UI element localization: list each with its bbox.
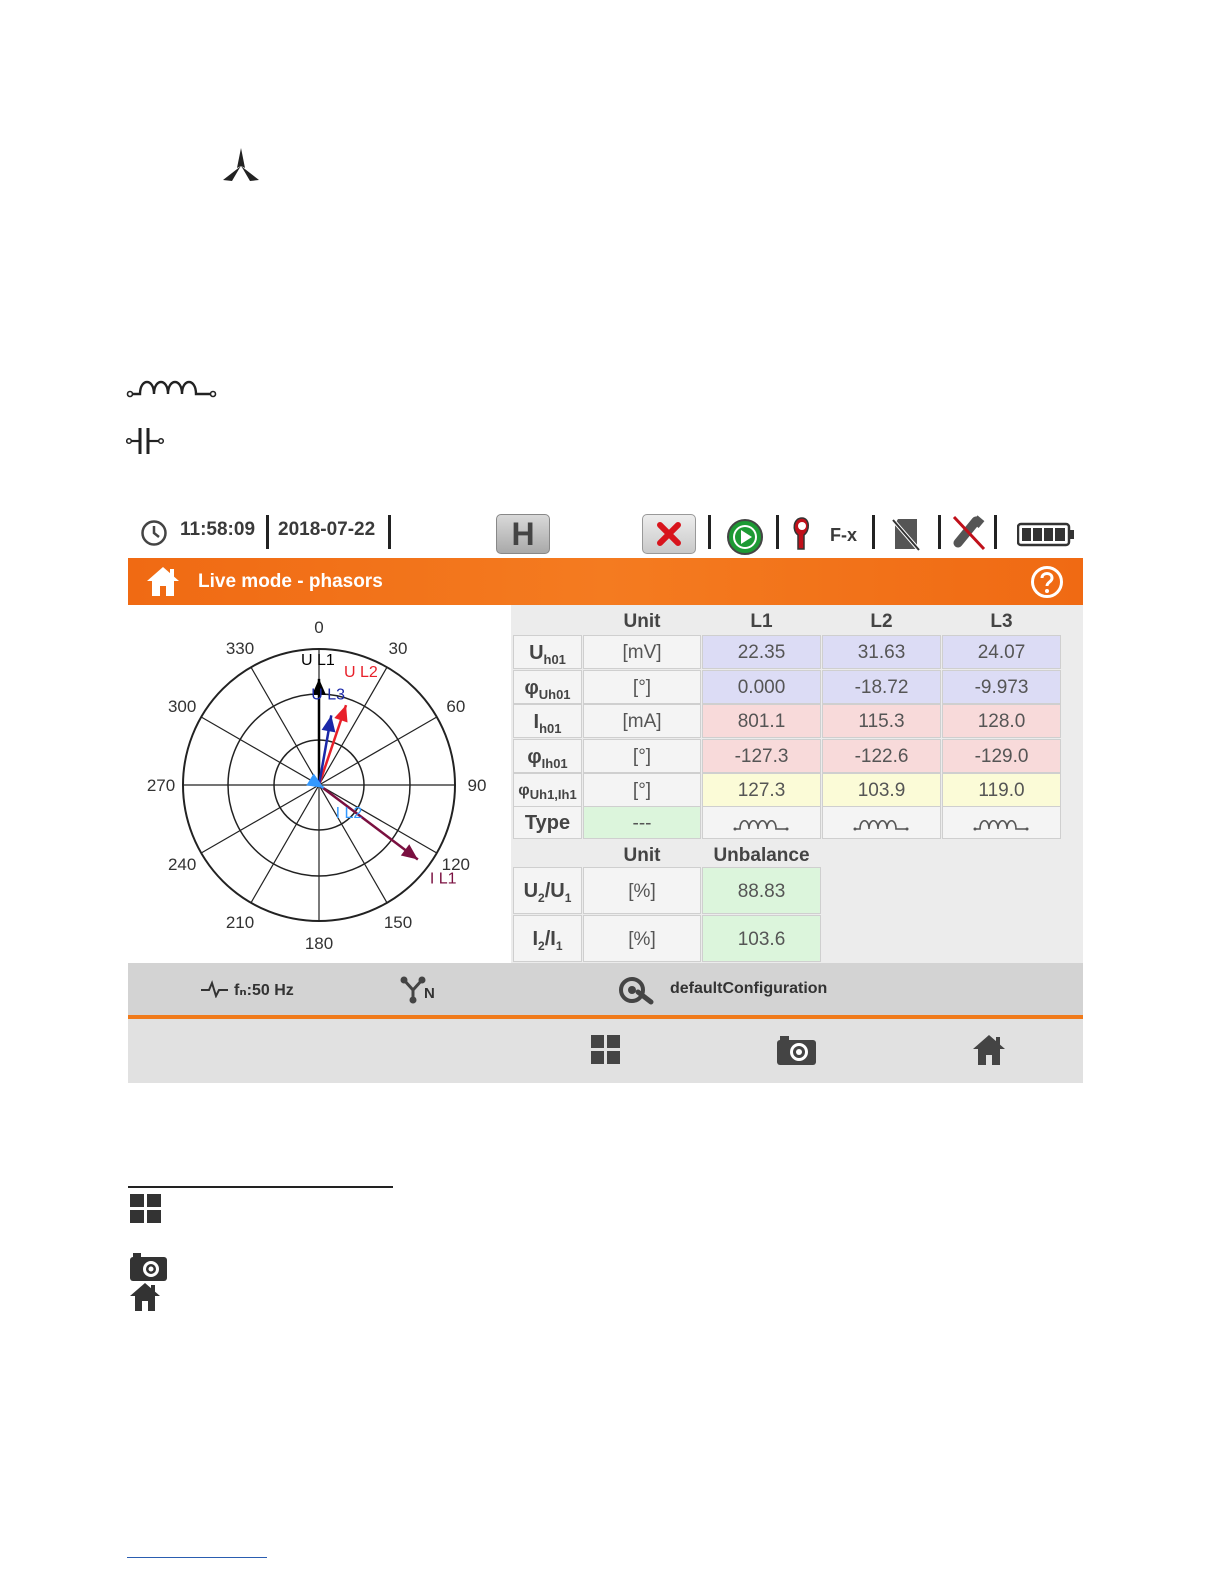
capacitive-load-icon bbox=[126, 424, 168, 458]
value-cell: 801.1 bbox=[702, 704, 821, 738]
type-l3 bbox=[942, 806, 1061, 839]
phasor-label: U L2 bbox=[344, 664, 378, 682]
three-phase-star-icon bbox=[220, 146, 262, 184]
angle-label: 90 bbox=[467, 776, 487, 795]
value-cell: 31.63 bbox=[822, 635, 941, 669]
value-cell: 128.0 bbox=[942, 704, 1061, 738]
phasor-il1 bbox=[319, 785, 418, 859]
separator bbox=[994, 515, 997, 549]
separator bbox=[266, 515, 269, 549]
section-rule bbox=[128, 1186, 393, 1188]
value-cell: 24.07 bbox=[942, 635, 1061, 669]
row-label: $\varphi_{Uh1,Ih1}$ bbox=[513, 773, 582, 807]
usb-icon bbox=[952, 515, 986, 551]
unbalance-header-value: Unbalance bbox=[713, 845, 810, 866]
angle-label: 300 bbox=[167, 697, 197, 716]
phasor-label: U L1 bbox=[301, 651, 335, 669]
value-cell: 0.000 bbox=[702, 670, 821, 704]
title-bar bbox=[128, 558, 1083, 605]
type-l2 bbox=[822, 806, 941, 839]
value-cell: -122.6 bbox=[822, 739, 941, 773]
page-title: Live mode - phasors bbox=[198, 571, 383, 592]
camera-icon[interactable] bbox=[776, 1034, 818, 1066]
header-unit: Unit bbox=[623, 611, 661, 632]
bottom-nav bbox=[128, 1019, 1083, 1083]
phasor-vectors bbox=[301, 652, 457, 888]
grid-view-icon[interactable] bbox=[590, 1034, 622, 1066]
angle-label: 120 bbox=[441, 855, 471, 874]
value-cell: 115.3 bbox=[822, 704, 941, 738]
unbalance-value: 88.83 bbox=[702, 867, 821, 914]
neutral-label: N bbox=[424, 985, 435, 1002]
close-icon bbox=[643, 515, 695, 553]
phasor-plot bbox=[128, 605, 511, 963]
value-cell: -127.3 bbox=[702, 739, 821, 773]
clamp-type: F-x bbox=[830, 525, 857, 545]
camera-icon bbox=[129, 1252, 169, 1282]
angle-label: 60 bbox=[446, 697, 466, 716]
angle-label: 30 bbox=[388, 639, 408, 659]
info-bar bbox=[128, 963, 1083, 1015]
row-label: $I_{h01}$ bbox=[513, 704, 582, 738]
inductive-type-icon bbox=[972, 814, 1032, 834]
configuration-name: defaultConfiguration bbox=[670, 980, 828, 997]
angle-label: 330 bbox=[225, 639, 255, 659]
row-label: $U_{h01}$ bbox=[513, 635, 582, 669]
unbalance-unit: [%] bbox=[583, 867, 701, 914]
inductive-type-icon bbox=[732, 814, 792, 834]
separator bbox=[388, 515, 391, 549]
value-cell: -129.0 bbox=[942, 739, 1061, 773]
row-label-u2-u1: $U_2/U_1$ bbox=[513, 867, 582, 914]
configuration-icon[interactable] bbox=[618, 975, 654, 1005]
value-cell: -9.973 bbox=[942, 670, 1061, 704]
frequency-label: fₙ:50 Hz bbox=[234, 982, 294, 999]
stop-button[interactable] bbox=[642, 514, 696, 554]
phasor-diagram bbox=[128, 605, 511, 963]
separator bbox=[938, 515, 941, 549]
recording-play-icon[interactable] bbox=[726, 518, 764, 556]
value-cell: 22.35 bbox=[702, 635, 821, 669]
battery-icon bbox=[1017, 522, 1075, 548]
inductive-load-icon bbox=[126, 374, 218, 400]
footer-link-underline bbox=[127, 1557, 267, 1558]
unbalance-header-unit: Unit bbox=[623, 845, 661, 866]
header-l3: L3 bbox=[990, 611, 1013, 632]
unbalance-unit: [%] bbox=[583, 915, 701, 962]
phasor-label: I L2 bbox=[335, 804, 363, 822]
home-icon[interactable] bbox=[972, 1033, 1006, 1067]
type-l1 bbox=[702, 806, 821, 839]
current-clamp-icon bbox=[790, 515, 814, 553]
phasor-arrowhead bbox=[334, 705, 347, 722]
phasor-label: I L1 bbox=[429, 870, 457, 888]
value-cell: 103.9 bbox=[822, 773, 941, 807]
angle-label: 210 bbox=[225, 912, 255, 932]
separator bbox=[708, 515, 711, 549]
header-l2: L2 bbox=[870, 611, 893, 632]
angle-label: 150 bbox=[383, 912, 413, 932]
inductive-type-icon bbox=[852, 814, 912, 834]
clock-icon bbox=[140, 519, 168, 547]
value-cell: 119.0 bbox=[942, 773, 1061, 807]
device-screen bbox=[128, 505, 1083, 1083]
angle-label: 270 bbox=[146, 776, 176, 795]
unit-cell: [°] bbox=[583, 739, 701, 773]
angle-label: 180 bbox=[304, 934, 334, 953]
sd-card-icon bbox=[892, 517, 920, 551]
separator bbox=[872, 515, 875, 549]
type-unit: --- bbox=[583, 806, 701, 839]
waveform-icon bbox=[200, 980, 230, 998]
row-label: $\varphi_{Ih01}$ bbox=[513, 739, 582, 773]
angle-label: 240 bbox=[167, 855, 197, 874]
row-label: $\varphi_{Uh01}$ bbox=[513, 670, 582, 704]
separator bbox=[776, 515, 779, 549]
unbalance-value: 103.6 bbox=[702, 915, 821, 962]
unit-cell: [°] bbox=[583, 670, 701, 704]
unit-cell: [mA] bbox=[583, 704, 701, 738]
phasor-label: U L3 bbox=[311, 686, 346, 704]
status-bar bbox=[128, 505, 1083, 558]
value-cell: -18.72 bbox=[822, 670, 941, 704]
row-label-type: Type bbox=[513, 806, 582, 839]
hold-button[interactable]: H bbox=[496, 514, 550, 554]
help-icon[interactable] bbox=[1030, 565, 1064, 599]
unit-cell: [mV] bbox=[583, 635, 701, 669]
measurement-table bbox=[511, 605, 1083, 963]
value-cell: 127.3 bbox=[702, 773, 821, 807]
status-date: 2018-07-22 bbox=[278, 519, 376, 540]
angle-label: 0 bbox=[314, 618, 324, 637]
home-icon bbox=[129, 1282, 161, 1312]
header-l1: L1 bbox=[750, 611, 773, 632]
row-label-i2-i1: $I_2/I_1$ bbox=[513, 915, 582, 962]
status-time: 11:58:09 bbox=[180, 519, 256, 540]
phasor-arrowhead bbox=[322, 715, 336, 732]
grid-icon bbox=[130, 1194, 162, 1226]
unit-cell: [°] bbox=[583, 773, 701, 807]
phasor-arrowhead bbox=[401, 844, 418, 859]
home-icon[interactable] bbox=[146, 564, 180, 598]
